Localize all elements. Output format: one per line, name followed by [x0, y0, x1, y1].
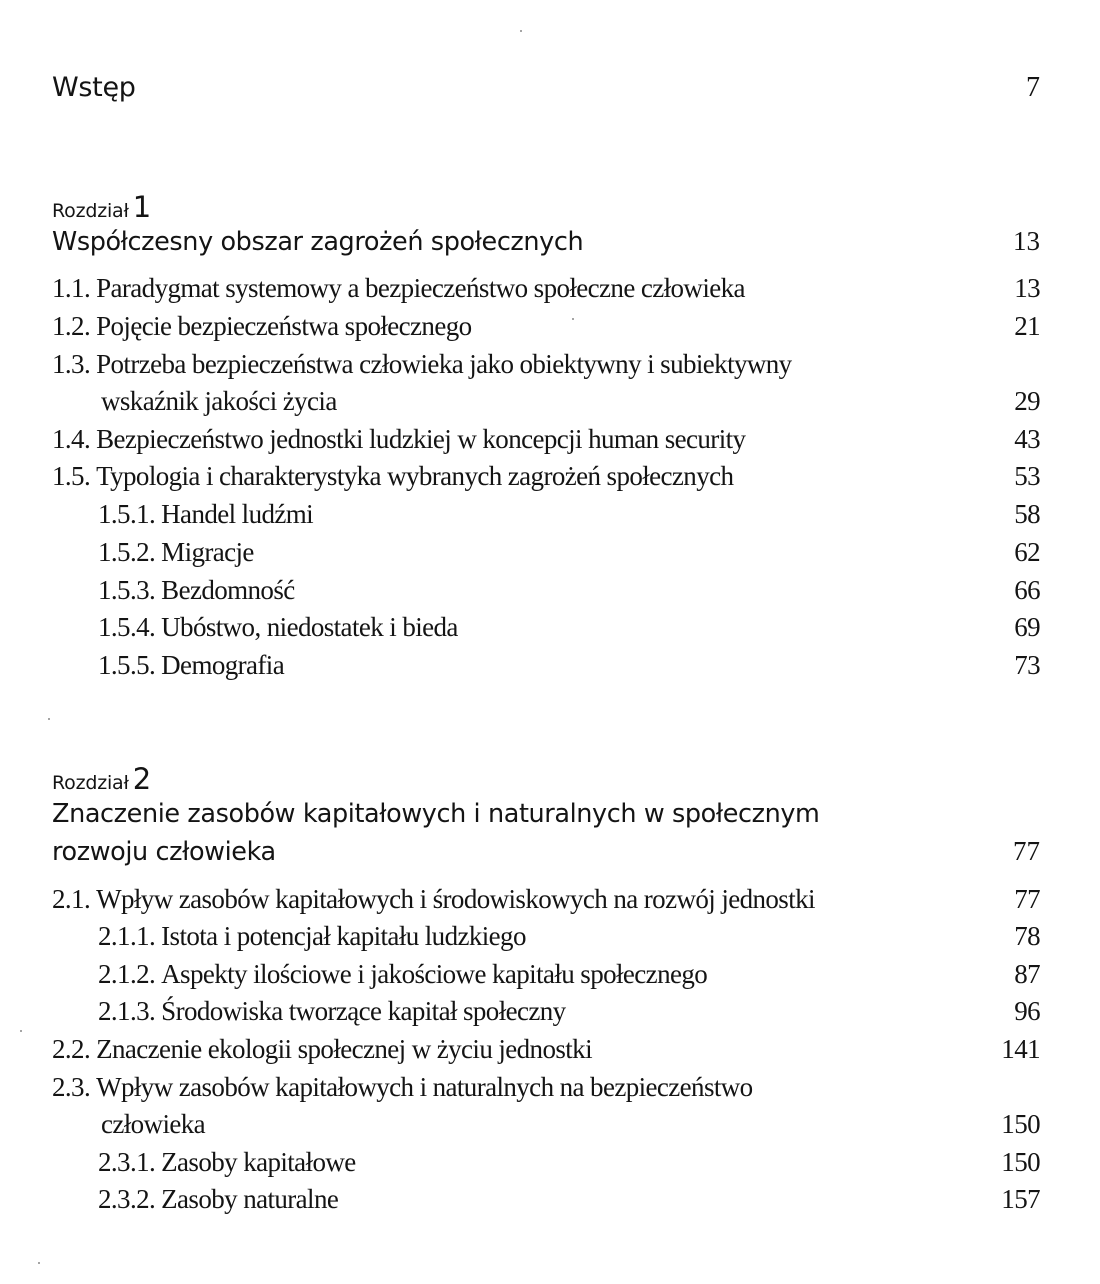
chapter-number: 1 — [132, 190, 151, 224]
toc-entry-page: 69 — [1014, 612, 1040, 642]
toc-entry-page: 78 — [1014, 921, 1040, 951]
toc-section-entry[interactable] — [52, 1072, 1040, 1103]
section-title: Handel ludźmi — [161, 499, 314, 529]
section-title: Typologia i charakterystyka wybranych zagrożeń społecznych — [96, 461, 734, 491]
section-number: 1.4. — [52, 424, 91, 454]
toc-entry-page: 66 — [1014, 575, 1040, 605]
chapter-label-text: Rozdział — [52, 200, 129, 222]
toc-subsection-entry[interactable] — [98, 1147, 1040, 1178]
toc-subsection-entry[interactable] — [98, 650, 1040, 681]
scan-speck — [38, 1262, 40, 1264]
section-number: 1.5.3. — [98, 575, 156, 605]
scan-speck — [48, 718, 50, 720]
section-title: Bezpieczeństwo jednostki ludzkiej w koncepcji human security — [96, 424, 746, 454]
section-number: 2.2. — [52, 1034, 91, 1064]
section-number: 2.1. — [52, 884, 91, 914]
toc-entry-page: 77 — [1013, 836, 1040, 866]
toc-entry-page: 13 — [1014, 273, 1040, 303]
toc-entry-page: 157 — [1001, 1184, 1040, 1214]
toc-entry-page: 62 — [1014, 537, 1040, 567]
section-number: 1.5.4. — [98, 612, 156, 642]
toc-section-entry[interactable] — [52, 884, 1040, 915]
section-number: 1.5. — [52, 461, 91, 491]
section-title: Migracje — [161, 537, 254, 567]
section-title: Paradygmat systemowy a bezpieczeństwo społeczne człowieka — [96, 273, 745, 303]
section-title: Bezdomność — [161, 575, 295, 605]
section-number: 2.1.1. — [98, 921, 156, 951]
scan-speck — [572, 318, 574, 320]
section-title: Aspekty ilościowe i jakościowe kapitału społecznego — [161, 959, 708, 989]
section-title-continuation: wskaźnik jakości życia — [101, 386, 337, 416]
section-number: 1.5.1. — [98, 499, 156, 529]
section-title: Znaczenie ekologii społecznej w życiu jednostki — [96, 1034, 592, 1064]
toc-entry-page: 43 — [1014, 424, 1040, 454]
toc-entry-page: 7 — [1026, 72, 1040, 103]
toc-subsection-entry[interactable] — [98, 537, 1040, 568]
toc-entry-intro[interactable] — [52, 72, 1040, 104]
section-title: Ubóstwo, niedostatek i bieda — [161, 612, 458, 642]
toc-subsection-entry[interactable] — [98, 612, 1040, 643]
section-number: 1.3. — [52, 349, 91, 379]
section-title: Demografia — [161, 650, 285, 680]
toc-section-entry[interactable] — [52, 461, 1040, 492]
section-title-continuation: człowieka — [101, 1109, 206, 1139]
section-title: Zasoby kapitałowe — [161, 1147, 356, 1177]
chapter-label — [52, 762, 151, 796]
toc-subsection-entry[interactable] — [98, 575, 1040, 606]
section-title: Pojęcie bezpieczeństwa społecznego — [96, 311, 472, 341]
toc-entry-page: 77 — [1014, 884, 1040, 914]
section-number: 1.2. — [52, 311, 91, 341]
chapter-title-continuation: rozwoju człowieka — [52, 837, 276, 867]
toc-section-continuation[interactable] — [101, 386, 1040, 417]
toc-entry-page: 96 — [1014, 996, 1040, 1026]
toc-section-continuation[interactable] — [101, 1109, 1040, 1140]
scan-speck — [20, 1030, 22, 1032]
chapter-title-entry[interactable] — [52, 836, 1040, 867]
chapter-label-text: Rozdział — [52, 772, 129, 794]
chapter-label — [52, 190, 151, 224]
toc-section-entry[interactable] — [52, 273, 1040, 304]
chapter-title: Znaczenie zasobów kapitałowych i naturalnych w społecznym — [52, 799, 820, 829]
section-title: Środowiska tworzące kapitał społeczny — [161, 996, 566, 1026]
chapter-title-entry[interactable] — [52, 226, 1040, 257]
toc-entry-page: 53 — [1014, 461, 1040, 491]
section-title: Potrzeba bezpieczeństwa człowieka jako obiektywny i subiektywny — [96, 349, 792, 379]
toc-entry-page: 21 — [1014, 311, 1040, 341]
toc-section-entry[interactable] — [52, 424, 1040, 455]
toc-entry-page: 150 — [1001, 1147, 1040, 1177]
section-number: 2.3.1. — [98, 1147, 156, 1177]
scan-speck — [520, 30, 522, 32]
section-number: 2.3.2. — [98, 1184, 156, 1214]
toc-entry-page: 150 — [1001, 1109, 1040, 1139]
chapter-title: Współczesny obszar zagrożeń społecznych — [52, 227, 584, 257]
chapter-number: 2 — [132, 762, 151, 796]
section-title: Wpływ zasobów kapitałowych i naturalnych na bezpieczeństwo — [96, 1072, 753, 1102]
toc-subsection-entry[interactable] — [98, 959, 1040, 990]
section-number: 2.3. — [52, 1072, 91, 1102]
toc-subsection-entry[interactable] — [98, 499, 1040, 530]
section-title: Wpływ zasobów kapitałowych i środowiskowych na rozwój jednostki — [96, 884, 815, 914]
toc-entry-page: 58 — [1014, 499, 1040, 529]
section-title: Zasoby naturalne — [161, 1184, 339, 1214]
toc-entry-page: 13 — [1013, 226, 1040, 256]
toc-subsection-entry[interactable] — [98, 921, 1040, 952]
toc-entry-page: 141 — [1001, 1034, 1040, 1064]
section-number: 1.5.2. — [98, 537, 156, 567]
section-number: 2.1.2. — [98, 959, 156, 989]
toc-section-entry[interactable] — [52, 1034, 1040, 1065]
toc-subsection-entry[interactable] — [98, 996, 1040, 1027]
toc-section-entry[interactable] — [52, 311, 1040, 342]
toc-entry-title: Wstęp — [52, 72, 136, 103]
toc-subsection-entry[interactable] — [98, 1184, 1040, 1215]
toc-entry-page: 87 — [1014, 959, 1040, 989]
section-title: Istota i potencjał kapitału ludzkiego — [161, 921, 526, 951]
section-number: 2.1.3. — [98, 996, 156, 1026]
toc-section-entry[interactable] — [52, 349, 1040, 380]
toc-entry-page: 29 — [1014, 386, 1040, 416]
section-number: 1.1. — [52, 273, 91, 303]
section-number: 1.5.5. — [98, 650, 156, 680]
toc-entry-page: 73 — [1014, 650, 1040, 680]
